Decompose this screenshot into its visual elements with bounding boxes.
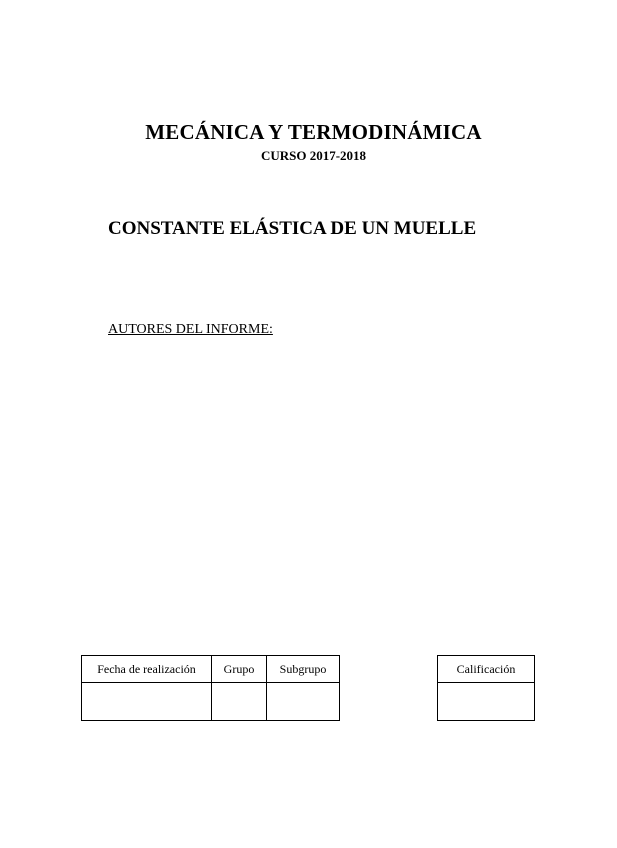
course-year: CURSO 2017-2018 xyxy=(260,148,367,163)
subgrupo-cell[interactable] xyxy=(267,683,340,721)
calificacion-header: Calificación xyxy=(438,656,535,683)
calificacion-cell[interactable] xyxy=(438,683,535,721)
fecha-header: Fecha de realización xyxy=(82,656,212,683)
fecha-cell[interactable] xyxy=(82,683,212,721)
grade-table-value-row xyxy=(438,683,535,721)
info-table-header-row xyxy=(82,656,340,683)
info-table-value-row xyxy=(82,683,340,721)
grupo-cell[interactable] xyxy=(212,683,267,721)
course-title: MECÁNICA Y TERMODINÁMICA xyxy=(145,120,482,144)
authors-label: AUTORES DEL INFORME: xyxy=(108,322,273,337)
report-title: CONSTANTE ELÁSTICA DE UN MUELLE xyxy=(108,218,477,239)
info-table xyxy=(81,655,340,721)
subgrupo-header: Subgrupo xyxy=(267,656,340,683)
grade-table-header-row xyxy=(438,656,535,683)
grade-table xyxy=(437,655,535,721)
grupo-header: Grupo xyxy=(212,656,267,683)
